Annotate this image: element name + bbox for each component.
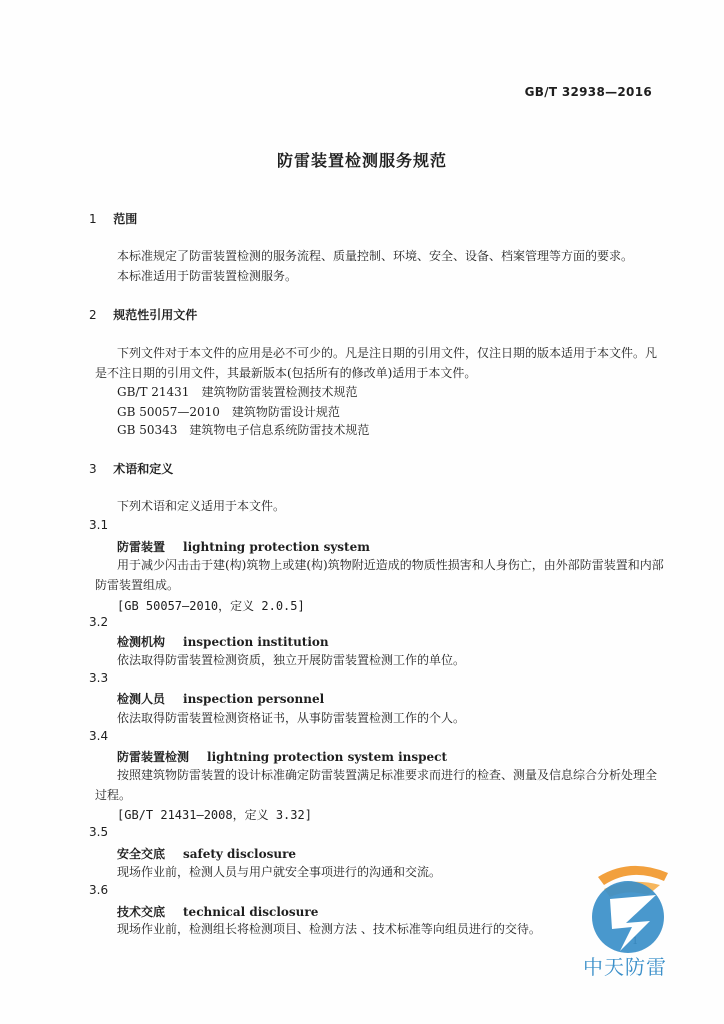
term-definition: 用于减少闪击击于建(构)筑物上或建(构)筑物附近造成的物质性损害和人身伤亡，由外部防雷装置和内部防雷装置组成。	[95, 558, 664, 592]
term-en: lightning protection system	[183, 540, 370, 554]
term-en: lightning protection system inspect	[207, 750, 448, 764]
standard-number: GB/T 32938—2016	[524, 85, 652, 99]
clause-number: 3.5	[89, 825, 109, 839]
section-title: 范围	[113, 212, 138, 226]
reference-item: GB/T 21431 建筑物防雷装置检测技术规范	[117, 385, 358, 399]
term-source: [GB 50057—2010，定义 2.0.5]	[117, 599, 305, 613]
term-definition: 依法取得防雷装置检测资格证书，从事防雷装置检测工作的个人。	[117, 711, 466, 725]
term-zh: 检测机构	[117, 635, 166, 649]
term-definition: 现场作业前，检测人员与用户就安全事项进行的沟通和交流。	[117, 865, 442, 879]
section-title: 术语和定义	[113, 462, 174, 476]
section-2-heading	[89, 306, 197, 323]
term-en: inspection personnel	[183, 692, 325, 706]
term-zh: 检测人员	[117, 692, 166, 706]
logo-text: 中天防雷	[583, 955, 667, 979]
clause-number: 3.1	[89, 518, 109, 532]
document-title: 防雷装置检测服务规范	[276, 151, 447, 170]
term-zh: 安全交底	[117, 847, 166, 861]
term-heading	[117, 538, 370, 555]
term-source: [GB/T 21431—2008，定义 3.32]	[117, 808, 312, 822]
term-en: technical disclosure	[183, 905, 319, 919]
reference-item: GB 50343 建筑物电子信息系统防雷技术规范	[117, 423, 370, 437]
scope-paragraph-2: 本标准适用于防雷装置检测服务。	[117, 269, 298, 283]
term-definition: 现场作业前，检测组长将检测项目、检测方法 、技术标准等向组员进行的交待。	[117, 922, 541, 936]
clause-number: 3.3	[89, 671, 109, 685]
terms-intro: 下列术语和定义适用于本文件。	[117, 499, 286, 513]
term-en: inspection institution	[183, 635, 329, 649]
section-1-heading	[89, 210, 137, 227]
section-number: 2	[89, 308, 97, 322]
section-number: 1	[89, 212, 97, 226]
term-zh: 防雷装置	[117, 540, 166, 554]
references-intro: 下列文件对于本文件的应用是必不可少的。凡是注日期的引用文件，仅注日期的版本适用于本文件。凡是不注日期的引用文件，其最新版本(包括所有的修改单)适用于本文件。	[95, 346, 658, 380]
term-zh: 技术交底	[117, 905, 166, 919]
section-number: 3	[89, 462, 97, 476]
term-heading	[117, 690, 324, 707]
section-title: 规范性引用文件	[113, 308, 198, 322]
term-heading	[117, 633, 329, 650]
term-definition: 按照建筑物防雷装置的设计标准确定防雷装置满足标准要求而进行的检查、测量及信息综合分析处理全过程。	[95, 768, 658, 802]
clause-number: 3.6	[89, 883, 109, 897]
scope-paragraph-1: 本标准规定了防雷装置检测的服务流程、质量控制、环境、安全、设备、档案管理等方面的要求。	[117, 249, 634, 263]
term-definition: 依法取得防雷装置检测资质，独立开展防雷装置检测工作的单位。	[117, 653, 466, 667]
clause-number: 3.4	[89, 729, 109, 743]
term-heading	[117, 845, 296, 862]
reference-item: GB 50057—2010 建筑物防雷设计规范	[117, 405, 340, 419]
term-heading	[117, 903, 318, 920]
section-3-heading	[89, 460, 173, 477]
term-zh: 防雷装置检测	[117, 750, 190, 764]
term-en: safety disclosure	[183, 847, 297, 861]
term-heading	[117, 748, 447, 765]
clause-number: 3.2	[89, 615, 109, 629]
